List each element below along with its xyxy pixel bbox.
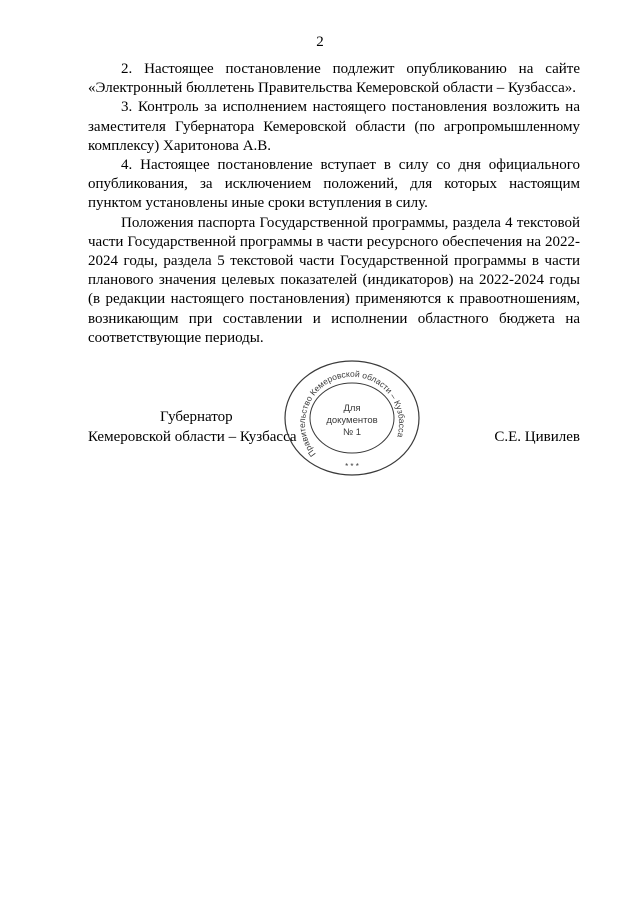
stamp-bottom-marks: * * * — [345, 462, 359, 471]
official-stamp — [282, 358, 422, 478]
stamp-center-line-1: Для — [343, 403, 361, 414]
paragraph-entry-into-force: 4. Настоящее постановление вступает в силу со дня официального опубликования, за исключением положений, для которых настоящим пунктом установлены иные сроки вступления в силу. — [88, 157, 580, 212]
signatory-region: Кемеровской области – Кузбасса — [88, 429, 297, 445]
stamp-ring-text: Правительство Кемеровской области – Кузбасса — [296, 368, 408, 459]
document-body — [88, 60, 580, 348]
paragraph-control: 3. Контроль за исполнением настоящего постановления возложить на заместителя Губернатора Кемеровской области (по агропромышленному комплексу) Харитонова А.В. — [88, 99, 580, 154]
paragraph-publication: 2. Настоящее постановление подлежит опубликованию на сайте «Электронный бюллетень Правительства Кемеровской области – Кузбасса». — [88, 61, 580, 97]
stamp-center-line-2: документов — [326, 415, 378, 426]
page-number: 2 — [316, 34, 324, 50]
signatory-title: Губернатор — [160, 409, 233, 425]
paragraph-applicability: Положения паспорта Государственной программы, раздела 4 текстовой части Государственной программы в части ресурсного обеспечения на 2022-2024 годы, раздела 5 текстовой части Государственной программы в части планового значения целевых показателей (индикаторов) на 2022-2024 годы (в редакции настоящего постановления) применяются к правоотношениям, возникающим при составлении и исполнении областного бюджета на соответствующие периоды. — [88, 214, 580, 346]
signatory-name: С.Е. Цивилев — [494, 429, 580, 445]
stamp-center-line-3: № 1 — [342, 427, 362, 438]
stamp-seal — [282, 358, 422, 478]
